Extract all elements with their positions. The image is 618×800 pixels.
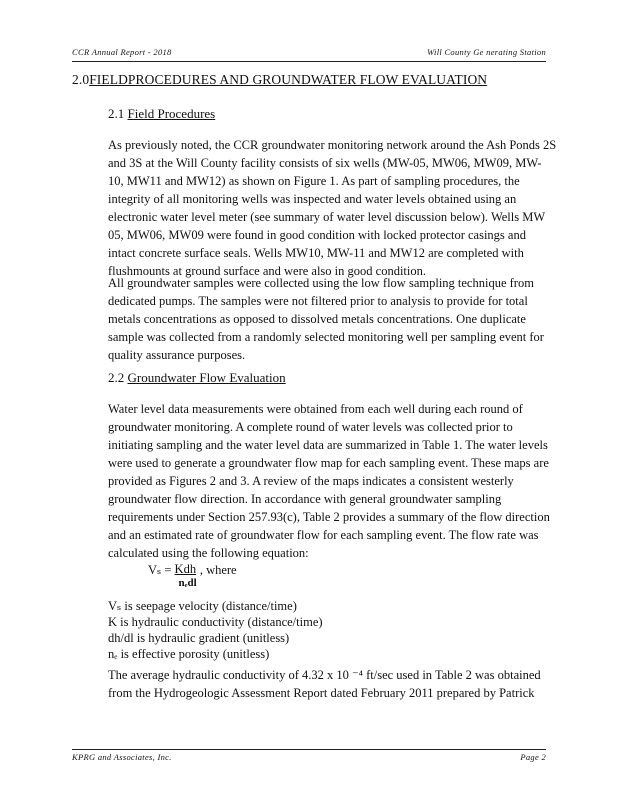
page-footer xyxy=(72,752,546,766)
header-station-name: Will County Ge nerating Station xyxy=(427,47,546,57)
text-line: 10, MW11 and MW12) as shown on Figure 1. As part of sampling procedures, the xyxy=(108,174,520,188)
text-line: requirements under Section 257.93(c), Table 2 provides a summary of the flow direction xyxy=(108,510,550,524)
text-line: flushmounts at ground surface and were also in good condition. xyxy=(108,264,426,278)
text-line: 05, MW06, MW09 were found in good condition with locked protector casings and xyxy=(108,228,526,242)
text-line: The average hydraulic conductivity of 4.32 x 10 ⁻⁴ ft/sec used in Table 2 was obtained xyxy=(108,668,541,682)
subsection-title: Groundwater Flow Evaluation xyxy=(127,370,286,385)
text-line: dedicated pumps. The samples were not filtered prior to analysis to provide for total xyxy=(108,294,528,308)
section-title: FIELDPROCEDURES AND GROUNDWATER FLOW EVALUATION xyxy=(89,72,488,87)
equation-denominator: nₑdl xyxy=(178,577,197,589)
text-line: from the Hydrogeologic Assessment Report dated February 2011 prepared by Patrick xyxy=(108,686,535,700)
subsection-number: 2.1 xyxy=(108,106,125,121)
equation-numerator: Kdh xyxy=(174,562,197,576)
definition-line: Vₛ is seepage velocity (distance/time) xyxy=(108,599,297,613)
text-line: electronic water level meter (see summary of water level discussion below). Wells MW xyxy=(108,210,546,224)
text-line: As previously noted, the CCR groundwater monitoring network around the Ash Ponds 2S xyxy=(108,138,557,152)
text-line: intact concrete surface seals. Wells MW10, MW-11 and MW12 are completed with xyxy=(108,246,524,260)
equation-definitions xyxy=(108,598,323,662)
footer-company: KPRG and Associates, Inc. xyxy=(72,752,172,762)
text-line: and 3S at the Will County facility consists of six wells (MW-05, MW06, MW09, MW- xyxy=(108,156,542,170)
equation-fraction xyxy=(175,562,197,589)
subsection-heading-field-procedures xyxy=(108,106,215,122)
text-line: groundwater monitoring. A complete round of water levels was collected prior to xyxy=(108,420,513,434)
paragraph-sampling xyxy=(108,274,552,364)
text-line: groundwater flow direction. In accordance with general groundwater sampling xyxy=(108,492,502,506)
text-line: Water level data measurements were obtained from each well during each round of xyxy=(108,402,523,416)
header-rule xyxy=(72,61,546,62)
text-line: metals concentrations as opposed to dissolved metals concentrations. One duplicate xyxy=(108,312,526,326)
subsection-heading-groundwater-flow xyxy=(108,370,286,386)
paragraph-hydraulic-conductivity xyxy=(108,666,552,702)
section-number: 2.0 xyxy=(72,72,90,87)
section-heading xyxy=(72,72,487,88)
text-line: integrity of all monitoring wells was inspected and water levels obtained using an xyxy=(108,192,517,206)
text-line: provided as Figures 2 and 3. A review of the maps indicates a consistent westerly xyxy=(108,474,514,488)
page-header xyxy=(72,47,546,61)
definition-line: K is hydraulic conductivity (distance/time) xyxy=(108,615,323,629)
definition-line: dh/dl is hydraulic gradient (unitless) xyxy=(108,631,290,645)
text-line: initiating sampling and the water level data are summarized in Table 1. The water levels xyxy=(108,438,548,452)
text-line: and an estimated rate of groundwater flow for each sampling event. The flow rate was xyxy=(108,528,539,542)
footer-rule xyxy=(72,749,546,750)
subsection-number: 2.2 xyxy=(108,370,125,385)
paragraph-monitoring-network xyxy=(108,136,557,280)
text-line: were used to generate a groundwater flow map for each sampling event. These maps are xyxy=(108,456,549,470)
text-line: quality assurance purposes. xyxy=(108,348,246,362)
definition-line: nₑ is effective porosity (unitless) xyxy=(108,647,270,661)
text-line: All groundwater samples were collected using the low flow sampling technique from xyxy=(108,276,534,290)
footer-page-number: Page 2 xyxy=(520,752,546,762)
paragraph-water-levels xyxy=(108,400,552,562)
seepage-velocity-equation xyxy=(148,562,237,589)
text-line: calculated using the following equation: xyxy=(108,546,309,560)
text-line: sample was collected from a randomly selected monitoring well per sampling event for xyxy=(108,330,544,344)
equation-lhs: Vₛ = xyxy=(148,563,175,577)
subsection-title: Field Procedures xyxy=(127,106,216,121)
header-report-title: CCR Annual Report - 2018 xyxy=(72,47,172,57)
equation-suffix: , where xyxy=(196,563,237,577)
